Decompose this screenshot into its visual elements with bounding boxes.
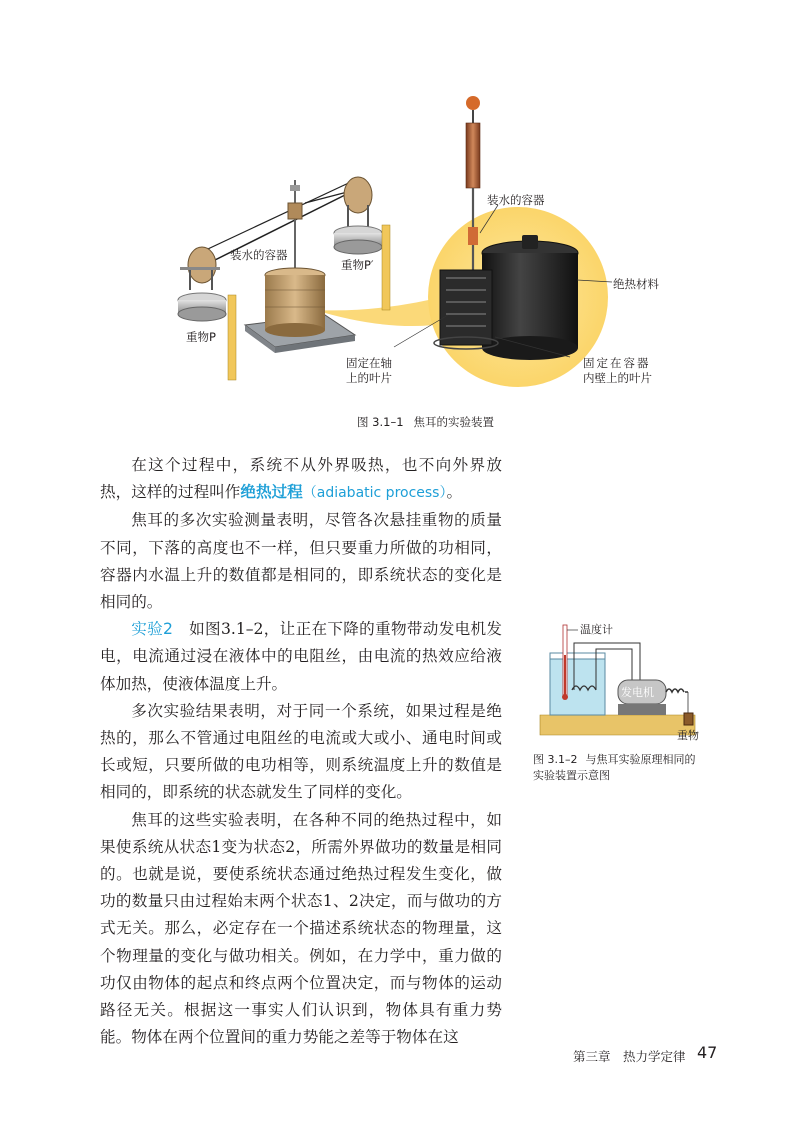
paragraph-2: 焦耳的多次实验测量表明，尽管各次悬挂重物的质量不同，下落的高度也不一样，但只要重力所做的功相同，容器内水温上升的数值都是相同的，即系统状态的变化是相同的。 — [100, 511, 502, 612]
body-text — [100, 452, 502, 1051]
label-blades-wall-line2: 内壁上的叶片 — [583, 371, 652, 385]
label-weight-p: 重物P — [186, 330, 216, 344]
figure1-caption-number: 图 3.1–1 — [357, 415, 404, 429]
label-generator: 发电机 — [621, 686, 654, 699]
page-number: 47 — [697, 1043, 718, 1062]
paragraph-3-text: 如图3.1–2，让正在下降的重物带动发电机发电，电流通过浸在液体中的电阻丝，由电流的热效应给液体加热，使液体温度上升。 — [100, 620, 502, 693]
generator-apparatus-figure — [530, 615, 710, 745]
label-container-right: 装水的容器 — [487, 193, 545, 207]
paragraph-1 — [100, 452, 502, 507]
label-blades-wall — [583, 356, 652, 386]
term-adiabatic-process: 绝热过程 — [240, 483, 303, 502]
label-container-left: 装水的容器 — [230, 248, 288, 262]
figure2-caption-number: 图 3.1–2 — [533, 753, 578, 766]
figure2-caption-line2: 实验装置示意图 — [533, 769, 610, 782]
joule-apparatus-figure — [150, 85, 710, 400]
figure1-caption-text: 焦耳的实验装置 — [413, 415, 495, 429]
label-insulation: 绝热材料 — [613, 277, 659, 291]
label-blades-shaft — [346, 356, 392, 386]
figure1-caption — [357, 414, 494, 430]
label-blades-shaft-line2: 上的叶片 — [346, 371, 392, 385]
paragraph-3 — [100, 616, 502, 698]
paragraph-1-text: 在这个过程中，系统不从外界吸热，也不向外界放热，这样的过程叫作 — [100, 456, 502, 502]
label-blades-wall-line1: 固定在容器 — [583, 356, 651, 370]
label-weight-p-prime: 重物P′ — [341, 258, 374, 272]
paragraph-5: 焦耳的这些实验表明，在各种不同的绝热过程中，如果使系统从状态1变为状态2，所需外界做功的数量是相同的。也就是说，要使系统状态通过绝热过程发生变化，做功的数量只由过程始末两个状态1、2决定，而与做功的方式无关。那么，必定存在一个描述系统状态的物理量，这个物理量的变化与做功相关。例如，在力学中，重力做的功仅由物体的起点和终点两个位置决定，而与物体的运动路径无关。根据这一事实人们认识到，物体具有重力势能。物体在两个位置间的重力势能之差等于物体在这 — [100, 810, 502, 1047]
label-weight: 重物 — [677, 729, 699, 742]
label-blades-shaft-line1: 固定在轴 — [346, 356, 392, 370]
paragraph-1-end: 。 — [446, 483, 463, 502]
paragraph-4: 多次实验结果表明，对于同一个系统，如果过程是绝热的，那么不管通过电阻丝的电流或大或小、通电时间或长或短，只要所做的电功相等，则系统温度上升的数值是相同的，即系统的状态就发生了同样的变化。 — [100, 701, 502, 802]
figure2-caption — [533, 752, 733, 784]
experiment-2-label: 实验2 — [131, 620, 173, 639]
term-adiabatic-process-en: （adiabatic process） — [302, 485, 447, 502]
figure2-caption-line1: 与焦耳实验原理相同的 — [585, 753, 696, 766]
label-thermometer: 温度计 — [580, 623, 613, 636]
footer-chapter: 第三章 热力学定律 — [573, 1049, 686, 1064]
